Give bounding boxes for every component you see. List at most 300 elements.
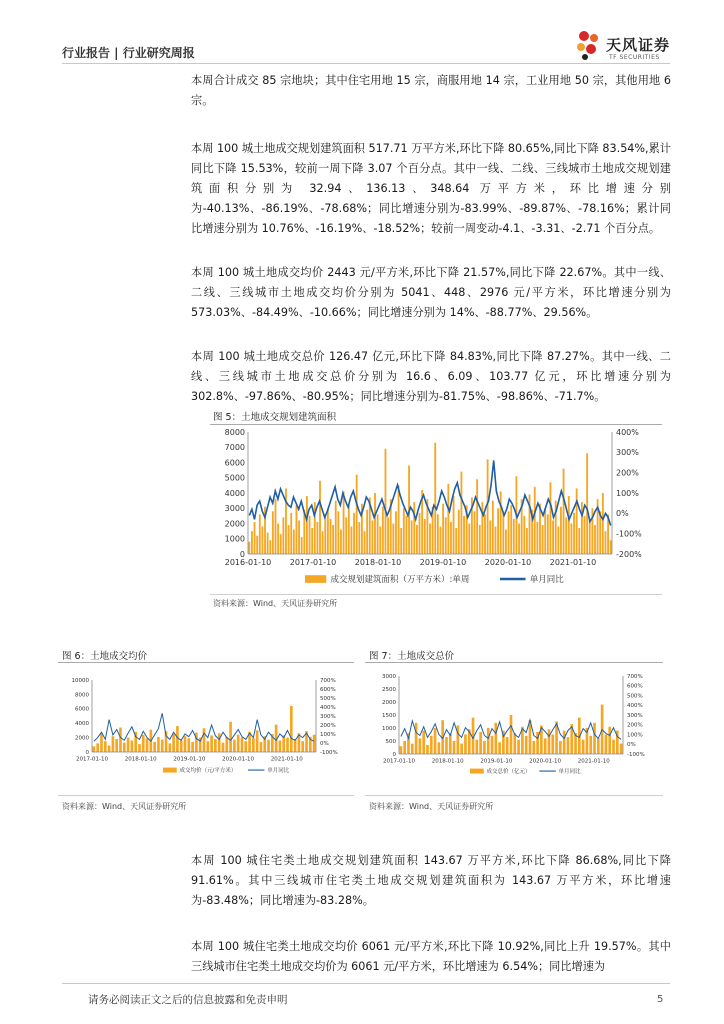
fig5-bar-58 bbox=[400, 528, 402, 554]
fig5-bar-92 bbox=[489, 520, 491, 554]
fig5-bar-82 bbox=[463, 516, 465, 554]
fig5-x-tick-4: 2020-01-10 bbox=[484, 558, 532, 567]
fig6-y-right-tick-5: 400% bbox=[320, 704, 336, 711]
fig7-bar-30 bbox=[513, 733, 516, 754]
fig5-bar-8 bbox=[269, 540, 271, 554]
fig7-bar-12 bbox=[445, 737, 448, 754]
fig5-bar-16 bbox=[290, 513, 292, 554]
fig7-bar-9 bbox=[434, 728, 437, 754]
fig6-chart bbox=[58, 676, 354, 778]
fig5-bar-12 bbox=[280, 534, 282, 554]
fig6-bar-21 bbox=[172, 734, 175, 752]
fig5-bar-78 bbox=[453, 496, 455, 554]
fig6-bar-18 bbox=[161, 740, 164, 752]
fig7-top-rule bbox=[365, 662, 663, 663]
fig6-bar-31 bbox=[210, 735, 213, 752]
fig5-bar-87 bbox=[476, 479, 478, 554]
fig5-bar-56 bbox=[395, 511, 397, 554]
fig6-bar-16 bbox=[153, 742, 156, 752]
fig5-y-right-tick-5: 300% bbox=[616, 448, 639, 458]
fig5-bar-17 bbox=[293, 530, 295, 554]
fig7-bar-58 bbox=[620, 744, 623, 754]
fig6-bar-14 bbox=[146, 738, 149, 752]
fig5-bar-3 bbox=[256, 536, 258, 554]
fig5-bar-33 bbox=[335, 501, 337, 554]
fig7-y-right-tick-0: -100% bbox=[627, 751, 645, 758]
fig7-bar-56 bbox=[612, 740, 615, 754]
fig5-bar-118 bbox=[557, 527, 559, 554]
fig6-bar-20 bbox=[169, 743, 172, 752]
fig5-x-tick-2: 2018-01-10 bbox=[354, 558, 402, 567]
fig7-bar-14 bbox=[453, 741, 456, 754]
fig7-bar-1 bbox=[403, 741, 406, 754]
fig5-bottom-rule bbox=[210, 594, 662, 595]
fig7-bar-26 bbox=[498, 742, 501, 754]
fig6-bar-5 bbox=[112, 736, 115, 752]
fig5-bar-84 bbox=[468, 524, 470, 555]
fig5-bar-47 bbox=[371, 520, 373, 554]
fig7-bar-48 bbox=[582, 740, 585, 754]
fig6-bar-52 bbox=[290, 706, 293, 752]
fig5-title: 图 5：土地成交规划建筑面积 bbox=[213, 412, 337, 423]
fig5-bar-57 bbox=[398, 485, 400, 554]
fig7-bar-52 bbox=[597, 738, 600, 754]
fig5-bar-13 bbox=[282, 517, 284, 554]
fig6-bar-37 bbox=[233, 740, 236, 752]
fig5-bar-90 bbox=[484, 514, 486, 554]
fig5-bar-59 bbox=[403, 508, 405, 554]
fig7-y-right-tick-8: 700% bbox=[627, 673, 643, 680]
fig6-bar-38 bbox=[237, 735, 240, 752]
fig5-bar-42 bbox=[358, 522, 360, 554]
fig5-bar-0 bbox=[248, 542, 250, 554]
fig5-bar-123 bbox=[570, 524, 572, 555]
fig7-bar-0 bbox=[400, 746, 403, 754]
footer-divider bbox=[62, 983, 670, 984]
fig6-y-right-tick-8: 700% bbox=[320, 677, 336, 684]
fig6-bar-42 bbox=[252, 738, 255, 752]
fig6-bar-8 bbox=[123, 743, 126, 752]
fig7-legend-bar-swatch bbox=[470, 769, 484, 774]
fig7-bottom-rule bbox=[365, 795, 663, 796]
fig5-bar-128 bbox=[584, 516, 586, 554]
fig5-bar-79 bbox=[455, 528, 457, 554]
fig5-bar-22 bbox=[306, 496, 308, 554]
fig5-bar-72 bbox=[437, 514, 439, 554]
fig6-x-tick-2: 2019-01-10 bbox=[173, 756, 206, 763]
fig5-y-right-tick-2: 0% bbox=[616, 509, 629, 519]
fig5-bar-9 bbox=[272, 511, 274, 554]
fig6-bar-58 bbox=[313, 735, 316, 752]
fig6-bar-24 bbox=[184, 736, 187, 752]
fig6-bar-43 bbox=[256, 730, 259, 752]
fig7-y-right-tick-3: 200% bbox=[627, 722, 643, 729]
fig5-y-left-tick-6: 6000 bbox=[224, 458, 245, 468]
paragraph-floor-area: 本周 100 城土地成交规划建筑面积 517.71 万平方米,环比下降 80.65%,同比下降 83.54%,累计同比下降 15.53%，较前一周下降 3.07 个百分点。其中一线、二线、三线城市土地成交规划建筑面积分别为 32.94、136.13、348.64 万平方米，环比增速分别为-40.13%、-86.19%、-78.68%；同比增速分别为-83.99%、-89.87%、-78.16%；累计同比增速分别为 10.76%、-16.19%、-18.52%；较前一周变动-4.1、-3.31、-2.71 个百分点。 bbox=[191, 142, 671, 235]
logo-petal-1 bbox=[579, 31, 589, 41]
fig5-chart bbox=[210, 426, 662, 596]
fig5-bar-110 bbox=[536, 522, 538, 554]
fig5-bar-71 bbox=[434, 443, 436, 554]
fig5-y-left-tick-8: 8000 bbox=[224, 427, 245, 437]
fig5-bar-31 bbox=[330, 519, 332, 554]
fig5-bar-11 bbox=[277, 524, 279, 555]
fig6-legend-line-label: 单月同比 bbox=[267, 768, 290, 774]
fig5-bar-62 bbox=[411, 520, 413, 554]
fig7-bar-7 bbox=[426, 745, 429, 754]
fig5-y-right-tick-1: -100% bbox=[616, 529, 642, 539]
fig5-bar-73 bbox=[440, 527, 442, 554]
fig7-bar-31 bbox=[517, 740, 520, 754]
fig6-bar-35 bbox=[225, 737, 228, 752]
fig5-bar-51 bbox=[382, 507, 384, 554]
fig7-bar-6 bbox=[422, 731, 425, 754]
fig7-bar-39 bbox=[548, 729, 551, 754]
fig7-bar-33 bbox=[525, 736, 528, 754]
fig5-y-left-tick-3: 3000 bbox=[224, 504, 245, 514]
fig7-bar-8 bbox=[430, 736, 433, 754]
fig5-bar-125 bbox=[576, 488, 578, 554]
fig5-bar-28 bbox=[322, 531, 324, 554]
fig7-bar-35 bbox=[532, 741, 535, 754]
fig7-x-tick-1: 2018-01-10 bbox=[431, 758, 464, 765]
fig5-bar-65 bbox=[419, 513, 421, 554]
fig5-bar-64 bbox=[416, 525, 418, 554]
fig6-y-right-tick-0: -100% bbox=[320, 749, 338, 756]
fig6-bar-39 bbox=[241, 738, 244, 752]
fig6-bar-1 bbox=[96, 743, 99, 752]
fig5-bar-105 bbox=[523, 516, 525, 554]
fig6-bar-2 bbox=[100, 733, 103, 752]
fig5-bar-116 bbox=[552, 520, 554, 554]
fig5-legend-line-label: 单月同比 bbox=[529, 575, 564, 585]
fig5-bar-100 bbox=[510, 505, 512, 554]
fig5-bar-1 bbox=[251, 531, 253, 554]
fig6-y-right-tick-1: 0% bbox=[320, 740, 329, 747]
fig5-bar-19 bbox=[298, 520, 300, 554]
fig5-bar-23 bbox=[309, 516, 311, 554]
fig5-bar-109 bbox=[534, 487, 536, 554]
fig5-y-left-tick-4: 4000 bbox=[224, 488, 245, 498]
fig5-bar-86 bbox=[474, 511, 476, 554]
fig5-bar-10 bbox=[275, 499, 277, 554]
fig7-bar-55 bbox=[608, 727, 611, 754]
fig5-legend-bar-label: 成交规划建筑面积（万平方米）:单周 bbox=[330, 575, 470, 585]
fig5-bar-69 bbox=[429, 524, 431, 555]
fig6-bar-10 bbox=[131, 740, 134, 752]
fig5-bar-35 bbox=[340, 530, 342, 554]
fig6-top-rule bbox=[58, 662, 354, 663]
paragraph-residential-price: 本周 100 城住宅类土地成交均价 6061 元/平方米,环比下降 10.92%,同比上升 19.57%。其中三线城市住宅类土地成交均价为 6061 元/平方米，环比增速为 6.54%；同比增速为 bbox=[191, 940, 671, 973]
fig6-x-tick-4: 2021-01-10 bbox=[270, 756, 303, 763]
fig7-y-left-tick-6: 3000 bbox=[382, 673, 396, 680]
fig7-bar-23 bbox=[487, 728, 490, 754]
logo-petal-3 bbox=[577, 43, 585, 51]
fig6-bar-0 bbox=[93, 746, 96, 752]
fig5-bar-49 bbox=[377, 514, 379, 554]
fig6-bar-51 bbox=[286, 738, 289, 752]
fig5-bar-132 bbox=[594, 525, 596, 554]
paragraph-land-deals: 本周合计成交 85 宗地块；其中住宅用地 15 宗，商服用地 14 宗，工业用地 50 宗，其他用地 6 宗。 bbox=[191, 74, 671, 107]
fig6-bar-40 bbox=[244, 741, 247, 752]
fig5-bar-113 bbox=[544, 508, 546, 554]
fig5-y-left-tick-7: 7000 bbox=[224, 443, 245, 453]
fig6-y-right-tick-7: 600% bbox=[320, 686, 336, 693]
fig5-y-left-tick-5: 5000 bbox=[224, 473, 245, 483]
fig5-bar-34 bbox=[337, 511, 339, 554]
fig6-y-left-tick-1: 2000 bbox=[75, 735, 89, 742]
company-logo-text: 天风证券 bbox=[606, 36, 671, 54]
fig7-legend-bar-label: 成交总价（亿元） bbox=[486, 769, 531, 775]
fig5-bar-26 bbox=[316, 522, 318, 554]
fig6-bar-33 bbox=[218, 733, 221, 752]
fig5-bar-67 bbox=[424, 519, 426, 554]
fig5-bar-74 bbox=[442, 504, 444, 554]
logo-petal-2 bbox=[590, 34, 598, 42]
fig7-x-tick-0: 2017-01-10 bbox=[383, 758, 415, 765]
fig5-bar-99 bbox=[508, 511, 510, 554]
fig6-bar-49 bbox=[279, 740, 282, 752]
fig7-y-left-tick-5: 2500 bbox=[382, 686, 396, 693]
fig6-bar-30 bbox=[206, 741, 209, 752]
fig5-y-left-tick-0: 0 bbox=[239, 549, 245, 559]
fig7-y-left-tick-0: 0 bbox=[392, 751, 396, 758]
fig6-bar-25 bbox=[187, 738, 190, 752]
fig5-bar-5 bbox=[261, 527, 263, 554]
fig5-y-right-tick-0: -200% bbox=[616, 549, 642, 559]
fig5-bar-37 bbox=[345, 517, 347, 554]
fig5-y-right-tick-3: 100% bbox=[616, 488, 639, 498]
fig5-bar-121 bbox=[565, 517, 567, 554]
fig5-bar-29 bbox=[324, 514, 326, 554]
fig5-x-tick-1: 2017-01-10 bbox=[289, 558, 337, 567]
fig6-bar-4 bbox=[108, 746, 111, 752]
fig7-bar-40 bbox=[551, 735, 554, 755]
fig5-bar-122 bbox=[568, 496, 570, 554]
fig5-bar-15 bbox=[288, 525, 290, 554]
fig6-y-right-tick-6: 500% bbox=[320, 695, 336, 702]
fig5-bar-38 bbox=[348, 505, 350, 554]
fig7-y-left-tick-1: 500 bbox=[385, 738, 396, 745]
fig5-bar-94 bbox=[495, 527, 497, 554]
fig6-bar-44 bbox=[260, 742, 263, 752]
fig5-x-tick-5: 2021-01-10 bbox=[549, 558, 597, 567]
fig7-bar-44 bbox=[567, 737, 570, 754]
fig6-bar-3 bbox=[104, 741, 107, 752]
fig6-y-left-tick-2: 4000 bbox=[75, 721, 89, 728]
footer-disclaimer: 请务必阅读正文之后的信息披露和免责申明 bbox=[88, 994, 288, 1006]
fig5-bar-30 bbox=[327, 508, 329, 554]
fig5-bar-103 bbox=[518, 524, 520, 555]
fig5-bar-88 bbox=[479, 525, 481, 554]
fig5-bar-18 bbox=[296, 505, 298, 554]
fig5-x-tick-0: 2016-01-10 bbox=[224, 558, 272, 567]
fig7-bar-51 bbox=[593, 723, 596, 754]
fig6-x-tick-1: 2018-01-10 bbox=[124, 756, 157, 763]
fig6-y-left-tick-3: 6000 bbox=[75, 706, 89, 713]
fig6-bar-22 bbox=[176, 726, 179, 752]
fig7-bar-24 bbox=[491, 736, 494, 754]
fig6-x-tick-0: 2017-01-10 bbox=[76, 756, 108, 763]
fig6-bar-29 bbox=[203, 728, 206, 752]
fig5-bar-4 bbox=[259, 514, 261, 554]
fig7-x-tick-3: 2020-01-10 bbox=[529, 758, 562, 765]
fig7-bar-25 bbox=[494, 723, 497, 754]
report-type-label: 行业报告 | 行业研究周报 bbox=[62, 46, 195, 60]
company-logo-icon bbox=[572, 26, 604, 62]
fig5-bar-124 bbox=[573, 513, 575, 554]
fig6-y-right-tick-2: 100% bbox=[320, 731, 336, 738]
fig5-bar-114 bbox=[547, 514, 549, 554]
fig5-bar-45 bbox=[366, 510, 368, 554]
fig5-y-left-tick-2: 2000 bbox=[224, 519, 245, 529]
fig6-y-left-tick-4: 8000 bbox=[75, 692, 89, 699]
fig5-bar-115 bbox=[550, 482, 552, 554]
fig5-bar-80 bbox=[458, 510, 460, 554]
fig5-bar-55 bbox=[392, 524, 394, 555]
fig7-y-right-tick-4: 300% bbox=[627, 712, 643, 719]
fig5-bar-53 bbox=[387, 517, 389, 554]
fig7-y-right-tick-6: 500% bbox=[627, 693, 643, 700]
fig5-bar-27 bbox=[319, 481, 321, 554]
fig5-bar-24 bbox=[311, 528, 313, 554]
fig7-bar-21 bbox=[479, 732, 482, 754]
fig6-bar-23 bbox=[180, 740, 183, 752]
fig6-bar-36 bbox=[229, 722, 232, 752]
fig5-bar-81 bbox=[461, 472, 463, 554]
fig6-y-right-tick-3: 200% bbox=[320, 722, 336, 729]
fig7-x-tick-2: 2019-01-10 bbox=[480, 758, 513, 765]
fig5-bar-32 bbox=[332, 525, 334, 554]
fig5-bar-126 bbox=[578, 528, 580, 554]
fig5-bar-93 bbox=[492, 501, 494, 554]
fig5-y-left-tick-1: 1000 bbox=[224, 534, 245, 544]
fig5-bar-52 bbox=[385, 449, 387, 554]
fig6-bar-26 bbox=[191, 742, 194, 752]
fig5-bar-7 bbox=[267, 533, 269, 554]
header-divider bbox=[62, 63, 670, 64]
fig6-bar-55 bbox=[301, 741, 304, 752]
fig6-y-left-tick-0: 0 bbox=[85, 749, 89, 756]
fig7-y-left-tick-2: 1000 bbox=[382, 725, 396, 732]
fig5-source: 资料来源：Wind、天风证券研究所 bbox=[213, 599, 338, 608]
fig7-bar-54 bbox=[605, 735, 608, 755]
fig5-bar-95 bbox=[497, 508, 499, 554]
fig7-y-right-tick-7: 600% bbox=[627, 683, 643, 690]
fig5-bar-129 bbox=[586, 453, 588, 554]
fig7-y-left-tick-3: 1500 bbox=[382, 712, 396, 719]
fig6-bar-6 bbox=[115, 739, 118, 752]
fig7-bar-4 bbox=[415, 723, 418, 754]
fig6-y-right-tick-4: 300% bbox=[320, 713, 336, 720]
fig5-bar-60 bbox=[406, 516, 408, 554]
fig5-bar-50 bbox=[379, 527, 381, 554]
logo-petal-4 bbox=[586, 44, 596, 54]
logo-petal-5 bbox=[582, 54, 588, 60]
fig7-bar-43 bbox=[563, 731, 566, 754]
fig6-bar-9 bbox=[127, 738, 130, 752]
fig7-chart bbox=[365, 672, 663, 778]
fig7-y-right-tick-2: 100% bbox=[627, 732, 643, 739]
fig5-bar-135 bbox=[602, 493, 604, 554]
fig7-bar-38 bbox=[544, 738, 547, 754]
fig5-y-right-tick-4: 200% bbox=[616, 468, 639, 478]
fig5-bar-119 bbox=[560, 507, 562, 554]
fig5-bar-76 bbox=[447, 484, 449, 554]
paragraph-avg-price: 本周 100 城土地成交均价 2443 元/平方米,环比下降 21.57%,同比下降 22.67%。其中一线、二线、三线城市土地成交均价分别为 5041、448、2976 元/平方米，环比增速分别为 573.03%、-84.49%、-10.66%；同比增速分别为 14%、-88.77%、29.56%。 bbox=[191, 266, 671, 319]
fig5-bar-130 bbox=[589, 519, 591, 554]
page-number: 5 bbox=[657, 994, 664, 1005]
fig7-bar-17 bbox=[464, 735, 467, 755]
fig5-bar-112 bbox=[542, 525, 544, 554]
fig5-bar-63 bbox=[413, 502, 415, 554]
company-logo-subtext: TF SECURITIES bbox=[609, 54, 660, 61]
fig7-bar-10 bbox=[438, 742, 441, 754]
fig7-bar-28 bbox=[506, 737, 509, 754]
fig5-bar-106 bbox=[526, 528, 528, 554]
fig7-y-right-tick-1: 0% bbox=[627, 742, 636, 749]
fig6-y-left-tick-5: 10000 bbox=[71, 677, 89, 684]
fig5-bar-36 bbox=[343, 491, 345, 554]
fig7-bar-3 bbox=[411, 744, 414, 754]
fig7-y-left-tick-4: 2000 bbox=[382, 699, 396, 706]
fig6-source: 资料来源：Wind、天风证券研究所 bbox=[62, 802, 187, 811]
fig5-x-tick-3: 2019-01-10 bbox=[419, 558, 467, 567]
fig6-legend-bar-swatch bbox=[163, 768, 177, 773]
fig7-bar-22 bbox=[483, 741, 486, 754]
fig5-bar-120 bbox=[563, 469, 565, 554]
fig7-y-right-tick-5: 400% bbox=[627, 703, 643, 710]
fig5-top-rule bbox=[210, 424, 662, 425]
fig5-legend-bar-swatch bbox=[305, 575, 326, 583]
fig7-bar-42 bbox=[559, 741, 562, 754]
fig6-title: 图 6：土地成交均价 bbox=[62, 651, 148, 662]
fig5-bar-136 bbox=[605, 531, 607, 554]
fig5-bar-48 bbox=[374, 493, 376, 554]
fig5-bar-41 bbox=[356, 475, 358, 554]
fig5-bar-39 bbox=[351, 527, 353, 554]
fig7-bar-50 bbox=[589, 736, 592, 754]
fig6-bar-53 bbox=[294, 739, 297, 752]
fig6-legend-bar-label: 成交均价（元/平方米） bbox=[179, 768, 237, 774]
fig7-x-tick-4: 2021-01-10 bbox=[577, 758, 610, 765]
fig5-bar-75 bbox=[445, 517, 447, 554]
fig6-bar-17 bbox=[157, 737, 160, 752]
fig7-bar-20 bbox=[476, 740, 479, 754]
fig6-bar-46 bbox=[267, 740, 270, 752]
fig6-bar-12 bbox=[138, 744, 141, 752]
paragraph-residential-area: 本周 100 城住宅类土地成交规划建筑面积 143.67 万平方米,环比下降 86.68%,同比下降 91.61%。其中三线城市住宅类土地成交规划建筑面积为 143.67 万平方米，环比增速为-83.48%；同比增速为-83.28%。 bbox=[191, 854, 671, 907]
fig5-bar-2 bbox=[254, 522, 256, 554]
fig5-bar-127 bbox=[581, 502, 583, 554]
fig5-bar-97 bbox=[502, 513, 504, 554]
fig5-bar-20 bbox=[301, 537, 303, 554]
fig5-bar-77 bbox=[450, 522, 452, 554]
fig5-bar-44 bbox=[364, 531, 366, 554]
fig6-bar-34 bbox=[222, 743, 225, 752]
fig7-bar-29 bbox=[510, 715, 513, 754]
paragraph-total-price: 本周 100 城土地成交总价 126.47 亿元,环比下降 84.83%,同比下降 87.27%。其中一线、二线、三线城市土地成交总价分别为 16.6、6.09、103.77 亿元，环比增速分别为 302.8%、-97.86%、-80.95%；同比增速分别为-81.75%、-98.86%、-71.7%。 bbox=[191, 350, 671, 403]
fig5-bar-96 bbox=[500, 491, 502, 554]
fig6-bottom-rule bbox=[58, 795, 354, 796]
fig7-bar-5 bbox=[419, 738, 422, 754]
fig7-legend-line-label: 单月同比 bbox=[558, 769, 581, 775]
fig6-bar-32 bbox=[214, 739, 217, 752]
fig6-bar-13 bbox=[142, 735, 145, 752]
fig5-bar-138 bbox=[610, 540, 612, 554]
fig5-y-right-tick-6: 400% bbox=[616, 427, 639, 437]
fig7-title: 图 7：土地成交总价 bbox=[369, 651, 455, 662]
